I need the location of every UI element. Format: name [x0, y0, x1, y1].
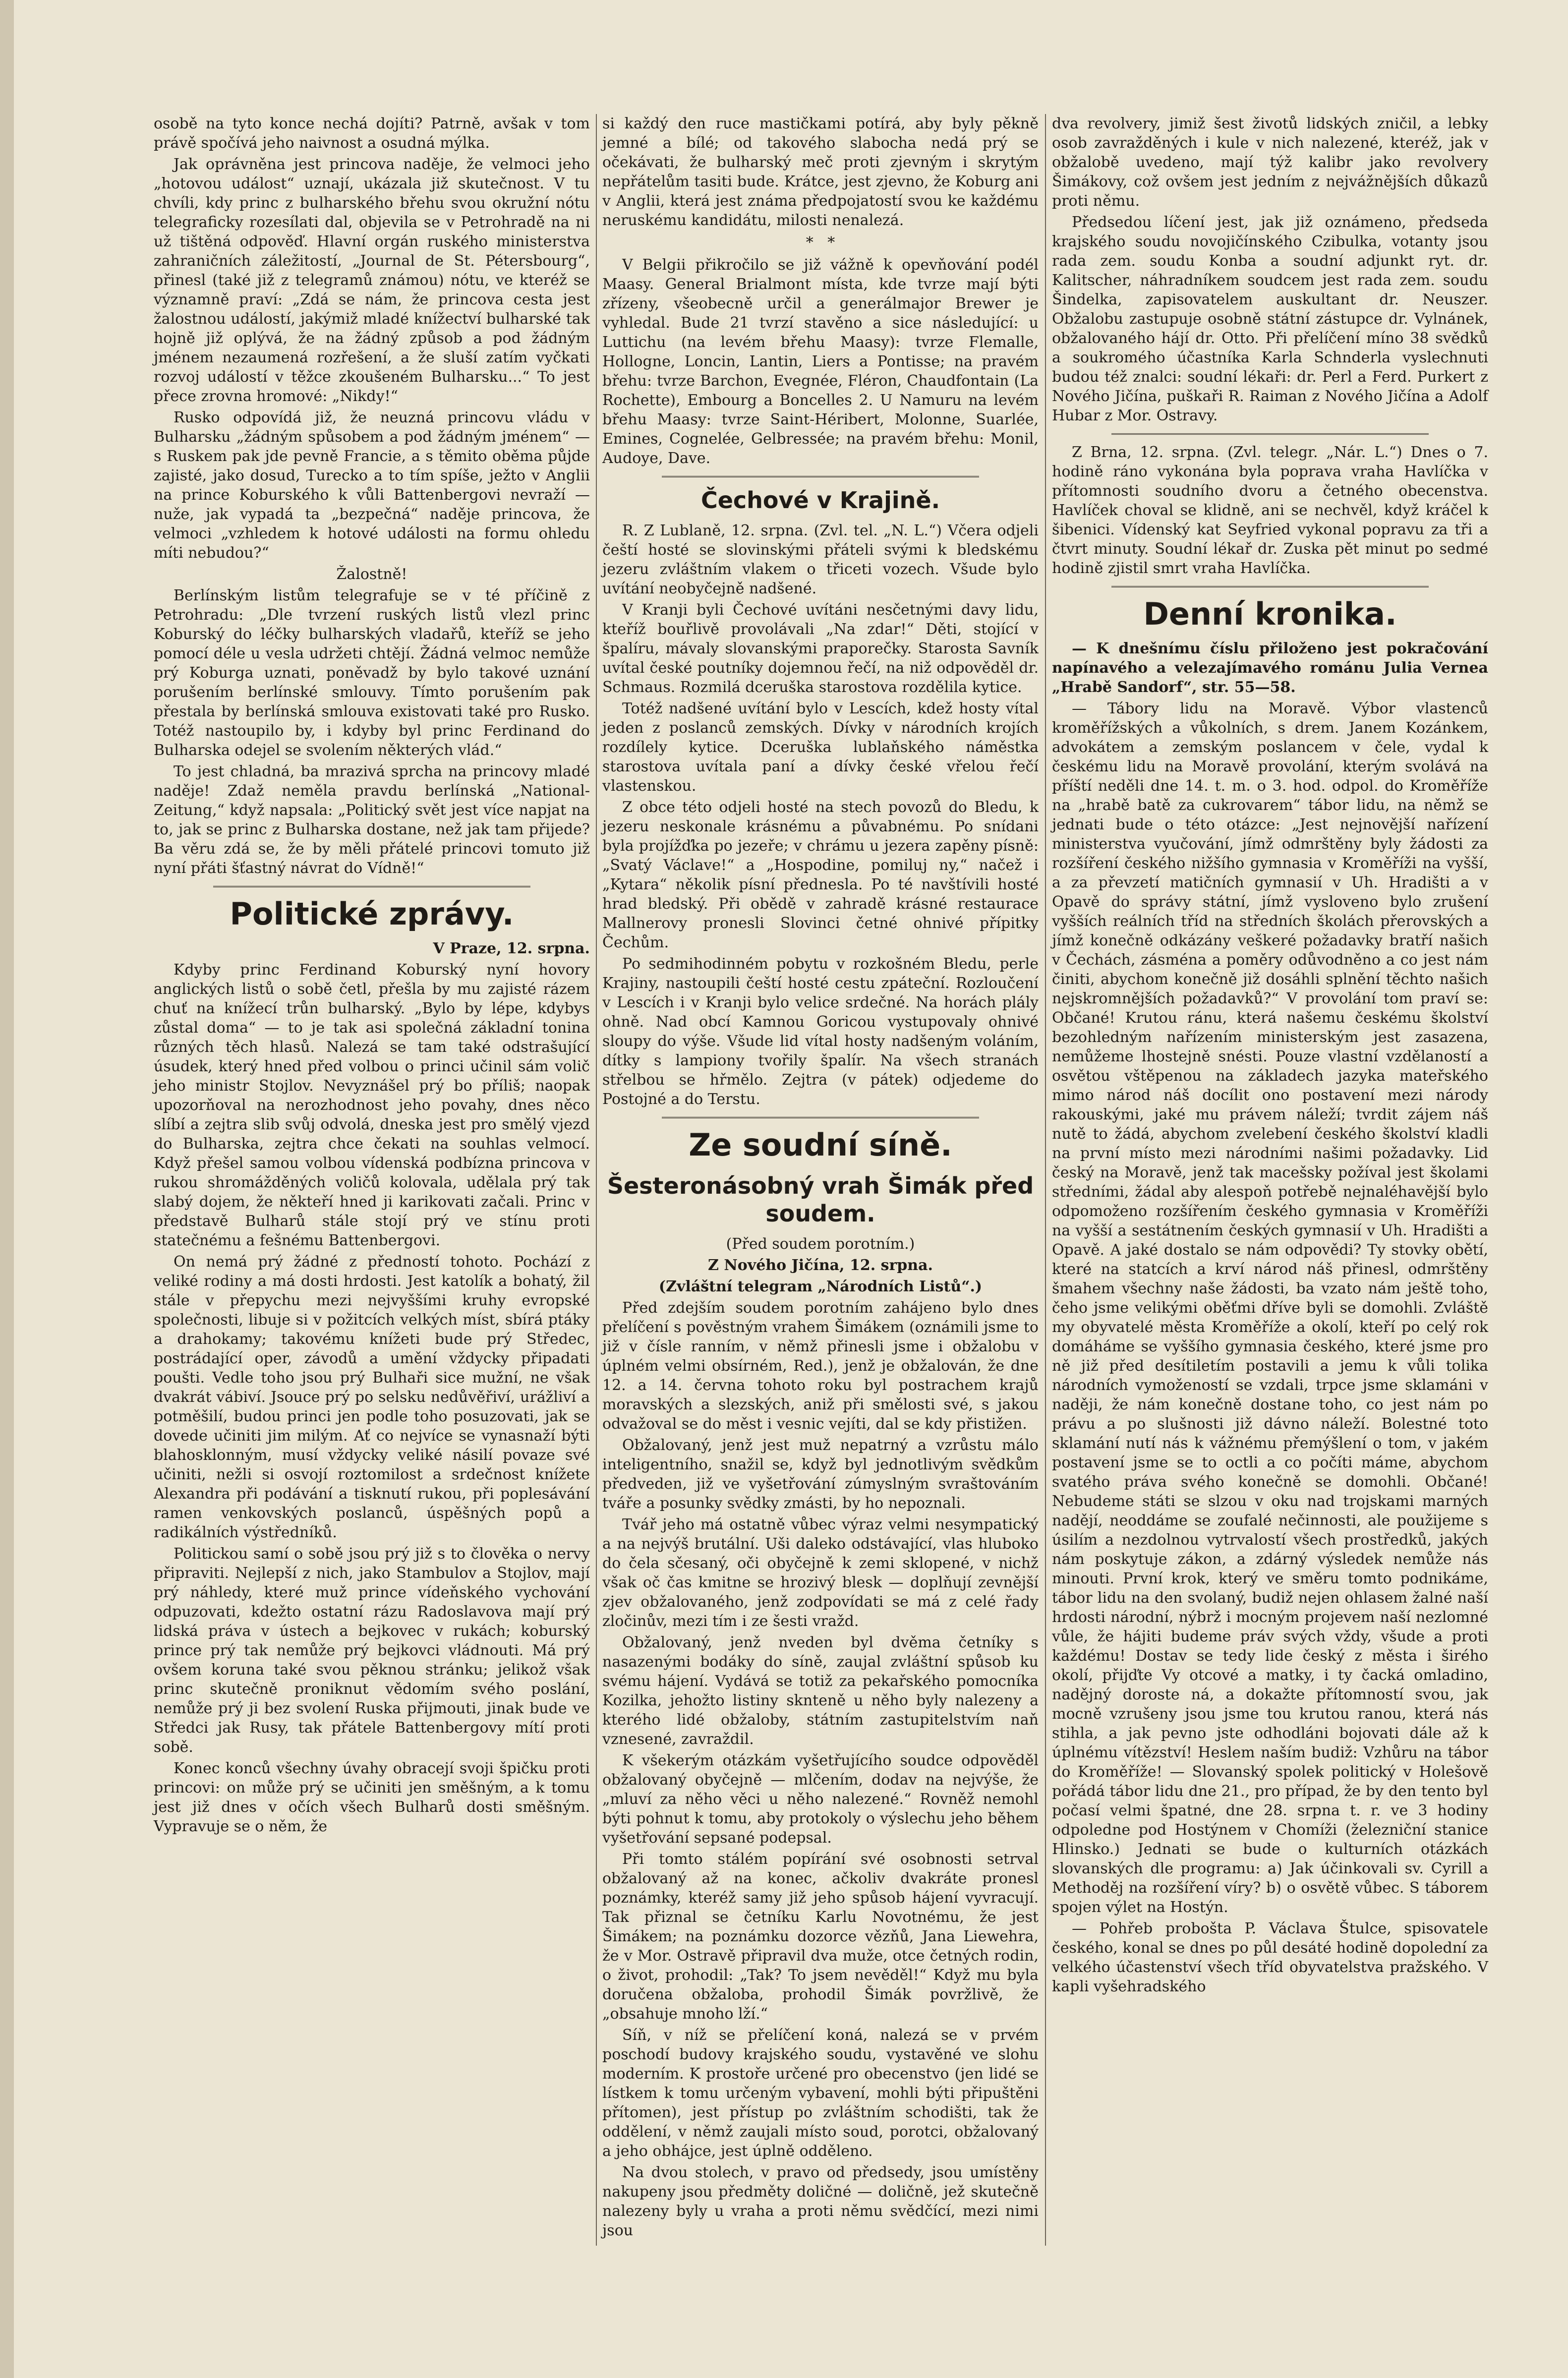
- article-paragraph: Při tomto stálém popírání své osobnosti setrval obžalovaný až na konec, ačkoliv dvakráte pronesl poznámky, kteréž samy již jeho spůsob hájení vyvracují. Tak přiznal se četníku Karlu Novotnému, že jest Šimákem; na poznámku dozorce vězňů, Jana Liewehra, že v Mor. Ostravě připravil dva muže, otce četných rodin, o život, prohodil: „Tak? To jsem nevěděl!“ Když mu byla doručena obžaloba, prohodil Šimák povržlivě, že „obsahuje mnoho lží.“: [602, 1851, 1039, 2023]
- column-rule: [1045, 114, 1046, 2246]
- separator-stars: * *: [806, 234, 835, 251]
- article-paragraph: V Kranji byli Čechové uvítáni nesčetnými davy lidu, kteříž bouřlivě provolávali „Na zdar!“ Děti, stojící v špalíru, mávaly slovanskými praporečky. Starosta Savník uvítal české poutníky dojemnou řečí, na niž odpověděl dr. Schmaus. Rozmilá dceruška starostova rozdělila kytice.: [602, 601, 1039, 696]
- article-paragraph: Konec konců všechny úvahy obracejí svoji špičku proti princovi: on může prý se učiniti jen směšným, a k tomu jest již dnes v očích všech Bulharů dosti směšným. Vypravuje se o něm, že: [154, 1760, 590, 1835]
- article-paragraph: si každý den ruce mastičkami potírá, aby byly pěkně jemné a bílé; od takového slabocha nedá prý se očekávati, že bulharský meč proti zjevným i skrytým nepřátelům tasiti bude. Krátce, jest zjevno, že Koburg ani v Anglii, která jest známa předpojatostí svou ke každému neruskému kandidátu, milosti nenalezá.: [602, 115, 1039, 229]
- article-paragraph: Kdyby princ Ferdinand Koburský nyní hovory anglických listů o sobě četl, přešla by mu zajisté rázem chuť na knížecí trůn bulharský. „Bylo by lépe, kdybys zůstal doma“ — to je tak asi společná základní tonina různých těch hlasů. Nalezá se tam také odstrašující úsudek, který hned před volbou o princi učinil sám volič jeho ministr Stojlov. Nevyznášel prý bo příliš; naopak upozorňoval na nerozhodnost jeho povahy, dnes něco slíbí a zejtra slib svůj odvolá, dneska jest pro smělý vjezd do Bulharska, zejtra chce čekati na souhlas velmocí. Když přešel samou volbou vídenská podbízna princova v rukou shromážděných voličů kolovala, udělala prý tak slabý dojem, že někteří hned ji karikovati začali. Princ v představě Bulharů stále stojí prý ve stínu proti statečnému a fešnému Battenbergovi.: [154, 961, 590, 1249]
- article-paragraph: Obžalovaný, jenž jest muž nepatrný a vzrůstu málo inteligentního, snažil se, když byl jednotlivým svědkům předveden, již ve vyšetřování zúmyslným svraštováním tváře a posunky svědky zmásti, by ho nepoznali.: [602, 1437, 1039, 1512]
- article-paragraph: Před zdejším soudem porotním zahájeno bylo dnes přelíčení s pověstným vrahem Šimákem (oznámili jsme to již v čísle ranním, v němž přinesli jsme i obžalobu v úplném velmi obsírném, Red.), jenž je obžalován, že dne 12. a 14. června tohoto roku byl postrachem krajů moravských a slezských, aniž při smělosti své, s jakou odvažoval se do měst i vesnic vejíti, dal se kdy přistižen.: [602, 1299, 1039, 1433]
- article-paragraph: V Belgii přikročilo se již vážně k opevňování podél Maasy. General Brialmont místa, kde tvrze mají býti zřízeny, všeobecně určil a generálmajor Brewer je vyhledal. Bude 21 tvrzí stavěno a sice následující: u Luttichu (na levém břehu Maasy): tvrze Flemalle, Hollogne, Loncin, Lantin, Liers a Pontisse; na pravém břehu: tvrze Barchon, Evegnée, Fléron, Chaudfontain (La Rochette), Embourg a Boncelles 2. U Namuru na levém břehu Maasy: tvrze Saint-Héribert, Molonne, Suarlée, Emines, Cognelée, Gelbressée; na pravém břehu: Monil, Audoye, Dave.: [602, 256, 1039, 467]
- article-paragraph: Z Brna, 12. srpna. (Zvl. telegr. „Nár. L.“) Dnes o 7. hodině ráno vykonána byla poprava vraha Havlíčka v přítomnosti soudního dvoru a četného obecenstva. Havlíček choval se klidně, ani se nechvěl, když kráčel k šibenici. Vídenský kat Seyfried vykonal popravu za tři a čtvrt minuty. Soudní lékař dr. Zuska pět minut po sedmé hodině zjistil smrt vraha Havlíčka.: [1052, 444, 1488, 577]
- article-paragraph: Totéž nadšené uvítání bylo v Lescích, kdež hosty vítal jeden z poslanců zemských. Dívky v národních krojích rozdílely kytice. Dceruška lublaňského náměstka starostova uvítala paní a dívky české vřelou řečí vlastenskou.: [602, 700, 1039, 795]
- dateline: Z Nového Jičína, 12. srpna.: [708, 1257, 933, 1274]
- article-paragraph: Předsedou líčení jest, jak již oznámeno, předseda krajského soudu novojičínského Czibulka, votanty jsou rada zem. soudu Konba a soudní adjunkt ryt. dr. Kalitscher, náhradníkem soudcem jest rada zem. soudu Šindelka, zapisovatelem auskultant dr. Neuszer. Obžalobu zastupuje osobně státní zástupce dr. Vylnánek, obžalovaného hájí dr. Otto. Při přelíčení míno 38 svědků a soukromého účastníka Karla Schnderla vyslechnuti budou též znalci: soudní lékaři: dr. Perl a Ferd. Purkert z Nového Jičína, puškaři R. Raiman z Nového Jičína a Adolf Hubar z Mor. Ostravy.: [1052, 214, 1488, 424]
- article-paragraph: Rusko odpovídá již, že neuzná princovu vládu v Bulharsku „žádným spůsobem a pod žádným jménem“ — s Ruskem pak jde pevně Francie, a s těmito oběma půjde zajisté, jako dosud, Turecko a to tím spíše, ježto v Anglii na prince Koburského k vůli Battenbergovi nevraží — nuže, jak vypadá ta „bezpečná“ naděje princova, že velmoci „vzhledem k hotové události na formu ohledu míti nebudou?“: [154, 409, 590, 562]
- article-subtitle: (Před soudem porotním.): [726, 1235, 915, 1253]
- section-title: Ze soudní síně.: [689, 1127, 952, 1163]
- article-paragraph: Na dvou stolech, v pravo od předsedy, jsou umístěny nakupeny jsou předměty doličné — doličně, jež skutečně nalezeny byly u vraha a proti němu svědčící, mezi nimi jsou: [602, 2164, 1039, 2239]
- column-rule: [596, 114, 597, 2246]
- page-edge: [0, 0, 14, 2378]
- section-divider: [1111, 433, 1429, 435]
- article-paragraph: Žalostně!: [336, 566, 407, 583]
- article-paragraph: Po sedmihodinném pobytu v rozkošném Bledu, perle Krajiny, nastoupili čeští hosté cestu zpáteční. Rozloučení v Lescích i v Kranji bylo velice srdečné. Na horách plály ohně. Nad obcí Kamnou Goricou vystupovaly ohnivé sloupy do výše. Všude lid vítal hosty nadšeným voláním, dítky s lampiony tvořily špalír. Na všech stranách střelbou se hřmělo. Zejtra (v pátek) odjedeme do Postojné a do Terstu.: [602, 955, 1039, 1108]
- article-paragraph: Berlínským listům telegrafuje se v té příčině z Petrohradu: „Dle tvrzení ruských listů vlezl princ Koburský do léčky bulharských vladařů, kteříž se jeho pomocí déle u vesla udržeti chtějí. Žádná velmoc nemůže prý Koburga uznati, poněvadž by bylo takové uznání porušením berlínské smlouvy. Tímto porušením pak přestala by berlínská smlouva existovati také pro Rusko. Totéž nastoupilo by, i kdyby byl princ Ferdinand do Bulharska odejel se svolením některých vlád.“: [154, 587, 590, 759]
- column-2: [602, 114, 1039, 2242]
- article-paragraph: On nemá prý žádné z předností tohoto. Pochází z veliké rodiny a má dosti hrdosti. Jest katolík a bohatý, žil stále v přepychu mezi nejvyššími kruhy evropské společnosti, libuje si v požitcích velkých míst, sbírá ptáky a drahokamy; takovému knížeti bude prý Středec, postrádající oper, závodů a umění vždycky připadati poušti. Vedle toho jsou prý Bulhaři sice mužní, ne však dvakrát vábiví. Jsouce prý po selsku nedůvěřiví, urážliví a potměšilí, budou princi jen podle toho posuzovati, jak se dovede učiniti jim milým. Ať co nejvíce se vynasnaží býti blahosklonným, musí vždycky veliké násilí povaze své učiniti, nežli si osvojí roztomilost a srdečnost knížete Alexandra při podávání a tisknutí rukou, při poplesávání ramen venkovských poslanců, úspěšných popů a radikálních výstředníků.: [154, 1253, 590, 1541]
- section-divider: [213, 886, 530, 887]
- article-paragraph: Jak oprávněna jest princova naděje, že velmoci jeho „hotovou událost“ uznají, ukázala již skutečnost. V tu chvíli, kdy princ z bulharského břehu svou okružní nótu telegraficky rozesílati dal, objevila se v Petrohradě na ni už tištěná odpověď. Hlavní orgán ruského ministerstva zahraničních záležitostí, „Journal de St. Pétersbourg“, přinesl (také již z telegramů známou) nótu, ve kteréž se významně praví: „Zdá se nám, že princova cesta jest žalostnou událostí, jakýmiž mladé knížectví bulharské tak hojně již oplývá, že na žádný způsob a pod žádným jménem nezaumená rozřešení, a že sluší zatím vyčkati rozvoj událostí v těžce zkoušeném Bulharsku...“ To jest přece zrovna hromové: „Nikdy!“: [154, 156, 590, 405]
- section-title: Denní kronika.: [1143, 596, 1397, 632]
- article-paragraph: — Tábory lidu na Moravě. Výbor vlastenců kroměřížských a vůkolních, s drem. Janem Kozánkem, advokátem a zemským poslancem v čele, vydal k českému lidu na Moravě provolání, kterým svolává na příští neděli dne 14. t. m. o 3. hod. odpol. do Kroměříže na „hrabě batě za cukrovarem“ tábor lidu, na němž se jednati bude o této otázce: „Jest nejnovější nařízení ministerstva vyučování, jímž odmrštěny byly žádosti za rozšíření českého nižšího gymnasia v Kroměříži na vyšší, a za převzetí matičních gymnasií v Uh. Hradišti a v Opavě do správy státní, jímž vysloveno bylo zrušení vyšších reálních tříd na středních školách přerovských a jímž konečně odkázány veškeré požadavky bratří našich v Čechách, zásména a poměry odůvodněno a co jest nám činiti, abychom konečně již dosáhli splnění těchto našich nejskromnějších požadavků?“ V provolání tom praví se: Občané! Krutou ránu, která našemu českému školství bezohledným nařízením ministerským jest zasazena, nemůžeme lhostejně snésti. Pouze vlastní vzdělaností a osvětou vštěpenou na základech jazyka mateřského mimo národ náš docílit ono postavení mezi národy rakouskými, jaké mu právem náleží; tvrdit zájem náš nutě to žádá, abychom zvelebení českého školství kladli na první místo mezi národními našimi požadavky. Lid český na Moravě, jenž tak macešsky požíval jest školami středními, žádal aby alespoň potřebě nejnaléhavější bylo odpomoženo rozšířením českého gymnasia v Kroměříži na vyšší a sestátnením českých gymnasií v Uh. Hradišti a Opavě. A jaké dostalo se nám odpovědi? Ty stovky obětí, které na statcích a krví národ náš přinesl, odmrštěny šmahem všechny naše žádosti, ba vzato nám ještě toho, čeho jsme velikými oběťmi dříve byli se domohli. Zvláště my obyvatelé města Kroměříže a okolí, kteří po celý rok domáháme se vyššího gymnasia českého, které jsme pro ně již před desítiletím postavili a jemu k vůli tolika národních vymožeností se vzdali, trpce jsme sklamáni v naději, že nám konečně dostane toho, co jest nám po právu a po slušnosti již dávno náleží. Bolestné toto sklamání nutí nás k vážnému přemýšlení o tom, v jakém postavení jsme se to octli a co počíti máme, abychom svatého práva svého konečně se domohli. Občané! Nebudeme státi se slzou v oku nad trojskami marných nadějí, neoddáme se zoufalé nečinnosti, ale použijeme s úsilím a nezdolnou vytrvalostí všech prostředků, jakých nám poskytuje zákon, a zdárný výsledek nemůže nás minouti. První krok, který ve směru tomto podnikáme, tábor lidu na den svolaný, budiž nejen ohlasem žalné naší hrdosti národní, nýbrž i mocným projevem naší nezlomné vůle, že hájiti budeme práv svých vždy, všude a proti každému! Dostav se tedy lide český z města i širého okolí, přijďte Vy otcové a matky, i ty čacká omladino, nadějný doroste ná, a dokažte přítomností svou, jak mocně vzrušeny jsou jsme tou krutou ranou, která nás stihla, a jak pevno jste odhodláni bojovati dále až k úplnému vítězství! Heslem naším budiž: Vzhůru na tábor do Kroměříže! — Slovanský spolek politický v Holešově pořádá tábor lidu dne 21., pro případ, že by den tento byl počasí velmi špatné, dne 28. srpna t. r. ve 3 hodiny odpoledne pod Hostýnem v Chomíži (železniční stanice Hlinsko.) Jednati se bude o kulturních otázkách slovanských dle programu: a) Jak účinkovali sv. Cyrill a Methoděj na rozšíření víry? b) o osvětě vůbec. S táborem spojen výlet na Hostýn.: [1052, 700, 1488, 1916]
- section-divider: [662, 1117, 979, 1118]
- column-3: [1052, 114, 1488, 1998]
- article-paragraph: Obžalovaný, jenž nveden byl dvěma četníky s nasazenými bodáky do síně, zaujal zvláštní spůsob ku svému hájení. Vydává se totiž za pekařského pomocníka Kozilka, jehožto listiny sknteně u něho byly nalezeny a kterého lidé obžaloby, státním zastupitelstvím naň vznesené, zavraždil.: [602, 1634, 1039, 1748]
- article-paragraph: osobě na tyto konce nechá dojíti? Patrně, avšak v tom právě spočívá jeho naivnost a osudná mýlka.: [154, 115, 590, 152]
- section-title: Politické zprávy.: [230, 896, 514, 932]
- article-paragraph: Tvář jeho má ostatně vůbec výraz velmi nesympatický a na nejvýš brutální. Uši daleko odstávající, vlas hluboko do čela sčesaný, oči obyčejně k zemi sklopené, v nichž však oč čas kmitne se hrozivý blesk — doplňují zevnější zjev obžalovaného, jenž zodpovídati se má z celé řady zločinův, mezi tím i ze šesti vražd.: [602, 1516, 1039, 1630]
- telegram-note: (Zvláštní telegram „Národních Listů“.): [658, 1278, 983, 1295]
- article-paragraph: Z obce této odjeli hosté na stech povozů do Bledu, k jezeru neskonale krásnému a půvabnému. Po snídani byla projížďka po jezeře; v chrámu u jezera zapěny písně: „Svatý Václave!“ a „Hospodine, pomiluj ny,“ načež i „Kytara“ několik písní přednesla. Po té navštívili hosté hrad bledský. Při obědě v zahradě krásné restaurace Mallnerovy pronesli Slovinci četné ohnivé přípitky Čechům.: [602, 799, 1039, 951]
- section-divider: [1111, 586, 1429, 587]
- article-paragraph: K všekerým otázkám vyšetřujícího soudce odpověděl obžalovaný obyčejně — mlčením, dodav na nejvýše, že „mluví za něho věci u něho nalezené.“ Rovněž nemohl býti pohnut k tomu, aby protokoly o výslechu jeho během vyšetřování sepsané podepsal.: [602, 1752, 1039, 1847]
- article-paragraph: — Pohřeb probošta P. Václava Štulce, spisovatele českého, konal se dnes po půl desáté hodině dopolední za velkého účastenství všech tříd obyvatelstva pražského. V kapli vyšehradského: [1052, 1920, 1488, 1995]
- supplement-notice: — K dnešnímu číslu přiloženo jest pokračování napínavého a velezajímavého románu Julia Vernea „Hrabě Sandorf“, str. 55—58.: [1052, 640, 1488, 696]
- article-paragraph: R. Z Lublaně, 12. srpna. (Zvl. tel. „N. L.“) Včera odjeli čeští hosté se slovinskými přáteli svými k bledskému jezeru zvláštním vlakem o třiceti vozech. Všude bylo uvítání neobyčejně nadšené.: [602, 522, 1039, 597]
- article-paragraph: Síň, v níž se přelíčení koná, nalezá se v prvém poschodí budovy krajského soudu, vystavěné ve slohu moderním. K prostoře určené pro obecenstvo (jen lidé se lístkem k tomu určeným vybavení, mohli býti připuštěni přítomen), jest přístup po zvláštním schodišti, tak že oddělení, v němž zaujali místo soud, porotci, obžalovaný a jeho obhájce, jest úplně odděleno.: [602, 2027, 1039, 2160]
- column-1: [154, 114, 590, 1838]
- article-paragraph: Politickou samí o sobě jsou prý již s to člověka o nervy připraviti. Nejlepší z nich, jako Stambulov a Stojlov, mají prý náhledy, které muž prince vídeňského vychování odpuzovati, kdežto ostatní rázu Radoslavova mají prý lidská práva v ústech a bejkovec v rukách; koburský prince prý tak nemůže prý bejkovci vládnouti. Má prý ovšem koruna také svou pěknou stránku; jelikož však princ skutečně proniknut vědomím svého poslání, nemůže prý ji bez svolení Ruska přijmouti, jinak bude ve Středci jak Rusy, tak přátele Battenbergovy mítí proti sobě.: [154, 1545, 590, 1756]
- article-paragraph: To jest chladná, ba mrazivá sprcha na princovy mladé naděje! Zdaž neměla pravdu berlínská „National-Zeitung,“ když napsala: „Politický svět jest více napjat na to, jak se princ z Bulharska dostane, než jak tam přijede? Ba věru zdá se, že by měli přátelé princovi tomuto již nyní přáti šťastný návrat do Vídně!“: [154, 763, 590, 877]
- dateline: V Praze, 12. srpna.: [433, 940, 590, 957]
- article-paragraph: dva revolvery, jimiž šest životů lidských zničil, a lebky osob zavražděných i kule v nich nalezené, kteréž, jak v obžalobě uvedeno, mají týž kalibr jako revolvery Šimákovy, což ovšem jest jedním z nejvážnějších důkazů proti němu.: [1052, 115, 1488, 210]
- article-title: Šesteronásobný vrah Šimák před soudem.: [607, 1172, 1034, 1227]
- section-title: Čechové v Krajině.: [700, 487, 940, 514]
- section-divider: [662, 476, 979, 477]
